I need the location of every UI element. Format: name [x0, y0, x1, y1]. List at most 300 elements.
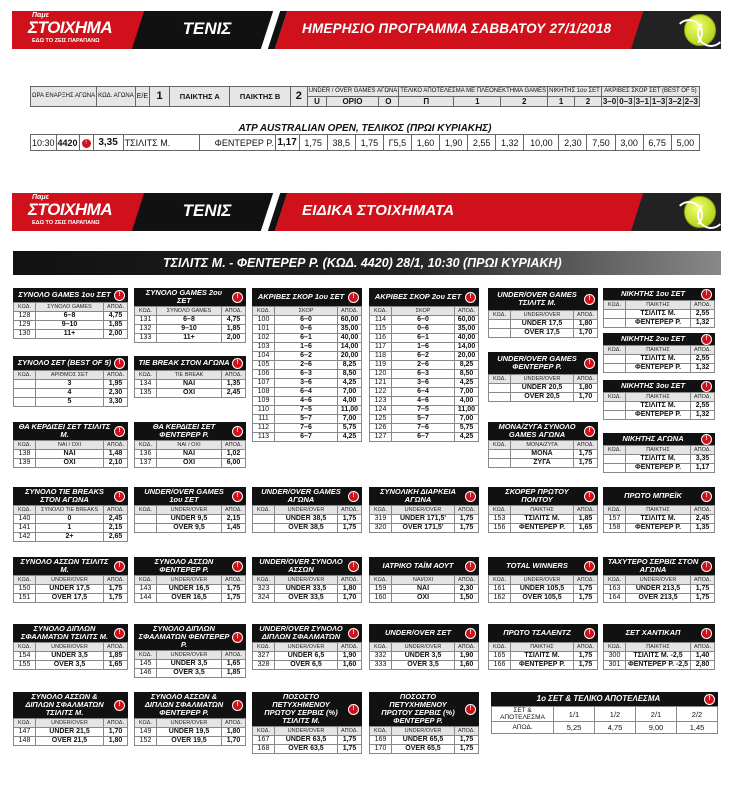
odds-cell[interactable]: 7,00 — [338, 388, 362, 397]
column-header: ΚΩΔ. — [370, 727, 392, 736]
bet-box-title: ΣΥΝΟΛΟ ΑΣΣΩΝ & ΔΙΠΛΩΝ ΣΦΑΛΜΑΤΩΝ ΤΣΙΛΙΤΣ Μ. ! — [13, 692, 128, 718]
odds-cell[interactable]: 8,25 — [455, 361, 479, 370]
odds-cell[interactable]: 20,00 — [455, 352, 479, 361]
code-cell — [135, 524, 157, 533]
table-row — [370, 736, 479, 745]
bet-box-title: ΣΥΝΟΛΟ ΑΣΣΩΝ ΤΣΙΛΙΤΣ Μ. ! — [13, 557, 128, 575]
odds-cell[interactable]: 40,00 — [455, 334, 479, 343]
odds-cell[interactable]: 1,75 — [574, 459, 598, 468]
odds-cell[interactable]: 1,75 — [574, 594, 598, 603]
odds-cell[interactable]: 4,25 — [338, 433, 362, 442]
odds-cell[interactable]: 11,00 — [455, 406, 479, 415]
selection-cell: 9–10 — [157, 325, 222, 334]
info-icon: ! — [584, 294, 595, 305]
column-header: ΑΠΟΔ. — [455, 727, 479, 736]
odds-cell[interactable]: 1,75 — [338, 736, 362, 745]
selection-cell: OVER 3,5 — [36, 661, 104, 670]
table-row — [604, 515, 715, 524]
table-row — [370, 352, 479, 361]
odds-cell[interactable]: 5,75 — [455, 424, 479, 433]
column-header: UNDER/OVER — [511, 576, 574, 585]
code-cell: 113 — [253, 433, 275, 442]
bet-box-b9 — [488, 352, 598, 402]
code-cell: 138 — [14, 450, 36, 459]
odds-cell[interactable]: 1,75 — [455, 524, 479, 533]
odds-cell[interactable]: 1,75 — [574, 652, 598, 661]
table-row — [253, 397, 362, 406]
odds-cell[interactable]: 1,90 — [338, 652, 362, 661]
table-row — [370, 334, 479, 343]
odds-cell[interactable]: 2,15 — [222, 515, 246, 524]
bet-box-b29 — [134, 624, 246, 678]
bet-box-b14 — [488, 422, 598, 468]
odds-cell[interactable]: 1,70 — [574, 329, 598, 338]
table-row — [370, 594, 479, 603]
table-row — [370, 388, 479, 397]
odds-cell[interactable]: 1,75 — [104, 585, 128, 594]
table-row — [489, 594, 598, 603]
bet-box-title: ΙΑΤΡΙΚΟ ΤΑΪΜ ΑΟΥΤ ! — [369, 557, 479, 575]
odds-cell[interactable]: 4,00 — [455, 397, 479, 406]
selection-cell: UNDER 33,5 — [275, 585, 338, 594]
table-row — [370, 406, 479, 415]
code-cell: 141 — [14, 524, 36, 533]
info-icon: ! — [701, 289, 712, 300]
odds-cell[interactable]: 4,25 — [338, 379, 362, 388]
bet-box-b24 — [252, 557, 362, 603]
table-row — [135, 316, 246, 325]
specials-banner — [12, 193, 721, 231]
table-row — [604, 355, 715, 364]
odds-cell[interactable]: 1,65 — [104, 661, 128, 670]
table-row — [14, 728, 128, 737]
table-row — [370, 397, 479, 406]
code-cell: 123 — [370, 397, 392, 406]
code-cell: 106 — [253, 370, 275, 379]
code-cell: 144 — [135, 594, 157, 603]
selection-cell: OVER 105,5 — [511, 594, 574, 603]
code-cell: 114 — [370, 316, 392, 325]
column-header: ΑΠΟΔ. — [574, 506, 598, 515]
column-header: ΑΠΟΔ. — [455, 576, 479, 585]
column-header: ΣΚΟΡ — [275, 307, 338, 316]
table-row — [489, 329, 598, 338]
odds-cell[interactable]: 1,45 — [677, 722, 718, 734]
column-header: ΝΑΙ / ΟΧΙ — [157, 441, 222, 450]
code-cell: 319 — [370, 515, 392, 524]
table-row — [370, 524, 479, 533]
table-row — [14, 737, 128, 746]
bet-box-b8 — [134, 356, 246, 398]
code-cell — [604, 411, 626, 420]
table-row — [489, 661, 598, 670]
odds-cell[interactable]: 2,10 — [104, 459, 128, 468]
bet-box-title: ΠΟΣΟΣΤΟ ΠΕΤΥΧΗΜΕΝΟΥ ΠΡΩΤΟΥ ΣΕΡΒΙΣ (%) ΤΣΙΛΙΤΣ Μ. ! — [252, 692, 362, 726]
odds-cell[interactable]: 60,00 — [338, 316, 362, 325]
column-header: ΚΩΔ. — [135, 371, 157, 380]
odds-cell[interactable]: 1,75 — [222, 594, 246, 603]
selection-cell: OVER 38,5 — [275, 524, 338, 533]
table-row — [604, 464, 715, 473]
odds-cell[interactable]: 1,32 — [691, 364, 715, 373]
odds-cell[interactable]: 1,17 — [691, 464, 715, 473]
bet-box-title: UNDER/OVER GAMES ΑΓΩΝΑ ! — [252, 487, 362, 505]
bet-box-title: ΘΑ ΚΕΡΔΙΣΕΙ ΣΕΤ ΦΕΝΤΕΡΕΡ Ρ. ! — [134, 422, 246, 440]
odds-cell[interactable]: 2,00 — [222, 334, 246, 343]
table-row — [14, 652, 128, 661]
code-cell: 100 — [253, 316, 275, 325]
selection-cell: 11+ — [36, 330, 104, 339]
odds-cell[interactable]: 1,60 — [455, 661, 479, 670]
code-cell: 154 — [14, 652, 36, 661]
table-row — [14, 380, 128, 389]
odds-cell[interactable]: 1,75 — [338, 524, 362, 533]
info-icon: ! — [465, 491, 476, 502]
code-cell: 111 — [253, 415, 275, 424]
bet-box-title: ΣΥΝΟΛΟ GAMES 2ου ΣΕΤ ! — [134, 288, 246, 306]
bet-box-b5 — [488, 288, 598, 338]
code-cell: 167 — [253, 736, 275, 745]
selection-cell: OVER 9,5 — [157, 524, 222, 533]
column-header: UNDER/OVER — [392, 727, 455, 736]
odds-cell[interactable]: 1,75 — [338, 515, 362, 524]
odds-cell[interactable]: 40,00 — [338, 334, 362, 343]
selection-cell: 6–0 — [275, 316, 338, 325]
odds-cell[interactable]: 5,75 — [338, 424, 362, 433]
column-header: ΚΩΔ. — [14, 371, 36, 380]
info-icon: ! — [348, 628, 359, 639]
column-header: ΚΩΔ. — [135, 441, 157, 450]
odds-cell[interactable]: 1,70 — [104, 728, 128, 737]
table-row — [489, 384, 598, 393]
odds-cell[interactable]: 14,00 — [338, 343, 362, 352]
odds-cell[interactable]: 2,45 — [222, 389, 246, 398]
code-cell: 320 — [370, 524, 392, 533]
odds-cell[interactable]: 2,15 — [104, 524, 128, 533]
selection-cell: UNDER 65,5 — [392, 736, 455, 745]
column-header: ΑΠΟΔ. — [691, 506, 715, 515]
selection-cell: UNDER 38,5 — [275, 515, 338, 524]
info-icon: ! — [232, 491, 243, 502]
odds-cell[interactable]: 1,95 — [104, 380, 128, 389]
column-header: ΑΠΟΔ. — [104, 303, 128, 312]
odds-cell[interactable]: 1,75 — [691, 594, 715, 603]
odds-cell[interactable]: 2,55 — [691, 402, 715, 411]
column-header: ΚΩΔ. — [14, 506, 36, 515]
bet-box-title: ΣΕΤ ΧΑΝΤΙΚΑΠ ! — [603, 624, 715, 642]
code-cell: 133 — [135, 334, 157, 343]
code-cell: 117 — [370, 343, 392, 352]
selection-cell: UNDER 105,5 — [511, 585, 574, 594]
bet-box-b20 — [488, 487, 598, 533]
selection-cell: ΟΧΙ — [392, 594, 455, 603]
selection-cell: 6–7 — [392, 433, 455, 442]
selection-cell: 6–3 — [275, 370, 338, 379]
odds-cell[interactable]: 4,25 — [455, 379, 479, 388]
odds-cell[interactable]: 2,00 — [104, 330, 128, 339]
code-cell: 108 — [253, 388, 275, 397]
odds-cell[interactable]: 20,00 — [338, 352, 362, 361]
selection-cell: 4 — [36, 389, 104, 398]
odds-cell[interactable]: 7,00 — [338, 415, 362, 424]
table-row — [253, 343, 362, 352]
column-header: ΑΠΟΔ. — [222, 307, 246, 316]
code-cell: 124 — [370, 406, 392, 415]
selection-cell: ΟΧΙ — [157, 459, 222, 468]
column-header: ΑΠΟΔ. — [691, 301, 715, 310]
column-header: UNDER/OVER — [511, 311, 574, 320]
odds-cell[interactable]: 1,70 — [222, 737, 246, 746]
odds-cell[interactable]: 35,00 — [455, 325, 479, 334]
column-header: ΠΑΙΚΤΗΣ — [626, 643, 691, 652]
code-cell: 153 — [489, 515, 511, 524]
bet-box-title: UNDER/OVER ΣΥΝΟΛΟ ΔΙΠΛΩΝ ΣΦΑΛΜΑΤΩΝ ! — [252, 624, 362, 642]
selection-cell: 5–7 — [392, 415, 455, 424]
info-icon: ! — [81, 138, 92, 149]
odds-cell[interactable]: 1,80 — [338, 585, 362, 594]
odds-cell[interactable]: 2,55 — [691, 355, 715, 364]
code-cell: 166 — [489, 661, 511, 670]
bet-box-title: ΣΥΝΟΛΟ GAMES 1ου ΣΕΤ ! — [13, 288, 128, 302]
code-cell: 102 — [253, 334, 275, 343]
table-row — [489, 515, 598, 524]
odds-cell[interactable]: 3,30 — [104, 398, 128, 407]
odds-cell[interactable]: 1,85 — [104, 321, 128, 330]
odds-cell[interactable]: 1,32 — [691, 411, 715, 420]
code-cell: 150 — [14, 585, 36, 594]
bet-box-b23 — [134, 557, 246, 603]
bet-box-title: ΣΥΝΟΛΟ ΑΣΣΩΝ & ΔΙΠΛΩΝ ΣΦΑΛΜΑΤΩΝ ΦΕΝΤΕΡΕΡ Ρ. ! — [134, 692, 246, 718]
table-row — [14, 585, 128, 594]
column-header: ΑΠΟΔ. — [574, 375, 598, 384]
column-header: ΑΠΟΔ. — [691, 393, 715, 402]
odds-cell[interactable]: 1,75 — [574, 450, 598, 459]
odds-cell[interactable]: 4,75 — [595, 722, 636, 734]
info-icon: ! — [584, 358, 595, 369]
code-cell: 328 — [253, 661, 275, 670]
selection-cell: 3–6 — [275, 379, 338, 388]
odds-cell[interactable]: 5,25 — [554, 722, 595, 734]
bet-box-b34 — [13, 692, 128, 746]
odds-cell[interactable]: 1,32 — [691, 319, 715, 328]
selection-cell: ΦΕΝΤΕΡΕΡ Ρ. — [511, 524, 574, 533]
odds-cell[interactable]: 14,00 — [455, 343, 479, 352]
code-cell: 152 — [135, 737, 157, 746]
code-cell: 161 — [489, 585, 511, 594]
odds-cell[interactable]: 1,70 — [574, 393, 598, 402]
code-cell: 164 — [604, 594, 626, 603]
odds-cell[interactable]: 1,85 — [222, 669, 246, 678]
code-cell: 301 — [604, 661, 626, 670]
odds-cell[interactable]: 2,30 — [104, 389, 128, 398]
odds-cell[interactable]: 8,50 — [455, 370, 479, 379]
bet-box-b25 — [369, 557, 479, 603]
table-row — [253, 325, 362, 334]
table-row — [604, 319, 715, 328]
odds-cell[interactable]: 8,25 — [338, 361, 362, 370]
column-header: ΑΠΟΔ. — [338, 506, 362, 515]
odds-cell[interactable]: 3,35 — [691, 455, 715, 464]
odds-cell[interactable]: 9,00 — [636, 722, 677, 734]
bet-box-b3 — [252, 288, 362, 442]
column-header: ΚΩΔ. — [14, 303, 36, 312]
code-cell: 159 — [370, 585, 392, 594]
selection-cell: 0 — [36, 515, 104, 524]
odds-cell[interactable]: 2,80 — [691, 661, 715, 670]
column-header: ΚΩΔ. — [135, 506, 157, 515]
odds-cell[interactable]: 1,85 — [222, 325, 246, 334]
odds-cell[interactable]: 35,00 — [338, 325, 362, 334]
odds-cell[interactable]: 1,50 — [455, 594, 479, 603]
odds-cell[interactable]: 2,65 — [104, 533, 128, 542]
odds-cell[interactable]: 1,80 — [574, 384, 598, 393]
odds-cell[interactable]: 6,00 — [222, 459, 246, 468]
odds-cell[interactable]: 1,60 — [338, 661, 362, 670]
odds-cell[interactable]: 2,55 — [691, 310, 715, 319]
odds-cell[interactable]: 1,70 — [338, 594, 362, 603]
table-row — [604, 310, 715, 319]
selection-cell: ΤΣΙΛΙΤΣ Μ. — [626, 355, 691, 364]
bet-box-b35 — [134, 692, 246, 746]
odds-cell[interactable]: 60,00 — [455, 316, 479, 325]
table-row — [604, 411, 715, 420]
odds-cell[interactable]: 1,45 — [222, 524, 246, 533]
info-icon: ! — [584, 628, 595, 639]
odds-cell[interactable]: 1,85 — [574, 515, 598, 524]
odds-cell[interactable]: 1,35 — [691, 524, 715, 533]
odds-cell[interactable]: 4,25 — [455, 433, 479, 442]
selection-cell: 11+ — [157, 334, 222, 343]
info-icon: ! — [584, 561, 595, 572]
odds-cell[interactable]: 1,75 — [455, 745, 479, 754]
code-cell: 116 — [370, 334, 392, 343]
code-cell — [489, 450, 511, 459]
code-cell: 332 — [370, 652, 392, 661]
odds-cell[interactable]: 2,45 — [691, 515, 715, 524]
odds-cell[interactable]: 4,00 — [338, 397, 362, 406]
info-icon: ! — [232, 292, 243, 303]
column-header: ΑΠΟΔ. — [574, 643, 598, 652]
code-cell: 327 — [253, 652, 275, 661]
column-header: UNDER/OVER — [157, 506, 222, 515]
table-row — [253, 406, 362, 415]
odds-cell[interactable]: 1,75 — [574, 661, 598, 670]
odds-cell[interactable]: 4,75 — [104, 312, 128, 321]
selection-cell: OVER 20,5 — [511, 393, 574, 402]
code-cell: 300 — [604, 652, 626, 661]
column-header: ΚΩΔ. — [489, 576, 511, 585]
selection-cell: ΦΕΝΤΕΡΕΡ Ρ. — [626, 364, 691, 373]
column-header: ΑΠΟΔ. — [574, 441, 598, 450]
column-header: ΑΠΟΔ. — [222, 371, 246, 380]
code-cell: 122 — [370, 388, 392, 397]
odds-cell[interactable]: 1,75 — [455, 736, 479, 745]
odds-cell[interactable]: 1,85 — [104, 652, 128, 661]
program-table: ΩΡΑ ΕΝΑΡΞΗΣ ΑΓΩΝΑ ΚΩΔ. ΑΓΩΝΑ Ε/Ε 1 ΠΑΙΚΤΗΣ Α ΠΑΙΚΤΗΣ Β 2 UNDER / OVER GAMES ΑΓΩΝΑ ΤΕΛΙΚΟ ΑΠΟΤΕΛΕΣΜΑ ΜΕ ΠΛΕΟΝΕΚΤΗΜΑ GAMES ΝΙΚΗΤΗΣ 1ου ΣΕΤ ΑΚΡΙΒΕΣ ΣΚΟΡ ΣΕΤ (BEST OF 5) U ΟΡΙΟ O Π 1 2 1 2 3–0 0–3 3–1 1–3 3–2 2–3 — [32, 88, 698, 106]
odds-cell[interactable]: 7,00 — [455, 388, 479, 397]
column-header: ΝΑΙ / ΟΧΙ — [36, 441, 104, 450]
selection-cell: ΟΧΙ — [36, 459, 104, 468]
odds-cell[interactable]: 8,50 — [338, 370, 362, 379]
odds-cell[interactable]: 1,80 — [104, 737, 128, 746]
table-row — [370, 433, 479, 442]
code-cell: 126 — [370, 424, 392, 433]
selection-cell: 6–3 — [392, 370, 455, 379]
odds-cell[interactable]: 1,65 — [222, 660, 246, 669]
code-cell: 103 — [253, 343, 275, 352]
odds-cell[interactable]: 1,80 — [222, 728, 246, 737]
column-header: ΑΠΟΔ. — [574, 311, 598, 320]
odds-cell[interactable]: 1,02 — [222, 450, 246, 459]
selection-cell: ΝΑΙ — [157, 450, 222, 459]
selection-cell: ΝΑΙ — [157, 380, 222, 389]
odds-cell[interactable]: 1,75 — [455, 515, 479, 524]
code-cell — [604, 464, 626, 473]
odds-cell[interactable]: 1,75 — [691, 585, 715, 594]
table-row — [253, 352, 362, 361]
odds-cell[interactable]: 2,30 — [455, 585, 479, 594]
column-header: ΚΩΔ. — [135, 307, 157, 316]
odds-cell[interactable]: 1,90 — [455, 652, 479, 661]
table-row — [370, 661, 479, 670]
column-header: ΑΠΟΔ. — [104, 719, 128, 728]
code-cell: 131 — [135, 316, 157, 325]
odds-cell[interactable]: 2,45 — [104, 515, 128, 524]
column-header: UNDER/OVER — [275, 727, 338, 736]
odds-cell[interactable]: 1,75 — [574, 585, 598, 594]
table-row — [135, 737, 246, 746]
selection-cell: 7–6 — [275, 424, 338, 433]
selection-cell: UNDER 6,5 — [275, 652, 338, 661]
selection-cell: 7–5 — [392, 406, 455, 415]
odds-cell[interactable]: 1,80 — [574, 320, 598, 329]
odds-cell[interactable]: 7,00 — [455, 415, 479, 424]
column-header: ΑΠΟΔ. — [222, 506, 246, 515]
odds-cell[interactable]: 1,48 — [104, 450, 128, 459]
odds-cell[interactable]: 1,75 — [222, 585, 246, 594]
table-row — [370, 343, 479, 352]
odds-cell[interactable]: 4,75 — [222, 316, 246, 325]
table-row — [370, 316, 479, 325]
column-header: ΑΡΙΘΜΟΣ ΣΕΤ — [36, 371, 104, 380]
table-row — [253, 524, 362, 533]
odds-cell[interactable]: 1,40 — [691, 652, 715, 661]
table-row — [604, 364, 715, 373]
bet-box-b18 — [252, 487, 362, 533]
bet-box-b12 — [13, 422, 128, 468]
bet-box-b36 — [252, 692, 362, 754]
selection-cell: OVER 21,5 — [36, 737, 104, 746]
code-cell: 119 — [370, 361, 392, 370]
code-cell: 156 — [489, 524, 511, 533]
selection-cell: ΦΕΝΤΕΡΕΡ Ρ. — [511, 661, 574, 670]
table-row — [370, 745, 479, 754]
odds-cell[interactable]: 11,00 — [338, 406, 362, 415]
odds-cell[interactable]: 1,75 — [104, 594, 128, 603]
column-header: UNDER/OVER — [275, 643, 338, 652]
bet-box-title: ΘΑ ΚΕΡΔΙΣΕΙ ΣΕΤ ΤΣΙΛΙΤΣ Μ. ! — [13, 422, 128, 440]
selection-cell: ΟΧΙ — [157, 389, 222, 398]
table-row — [604, 661, 715, 670]
odds-cell[interactable]: 1,35 — [222, 380, 246, 389]
column-header: ΣΥΝΟΛΟ TIE BREAKS — [36, 506, 104, 515]
info-icon: ! — [114, 290, 125, 301]
odds-cell[interactable]: 1,75 — [338, 745, 362, 754]
code-cell — [604, 319, 626, 328]
odds-cell[interactable]: 1,65 — [574, 524, 598, 533]
bet-box-b10 — [603, 333, 715, 373]
bet-box-title: ΣΥΝΟΛΟ ΣΕΤ (BEST OF 5) ! — [13, 356, 128, 370]
